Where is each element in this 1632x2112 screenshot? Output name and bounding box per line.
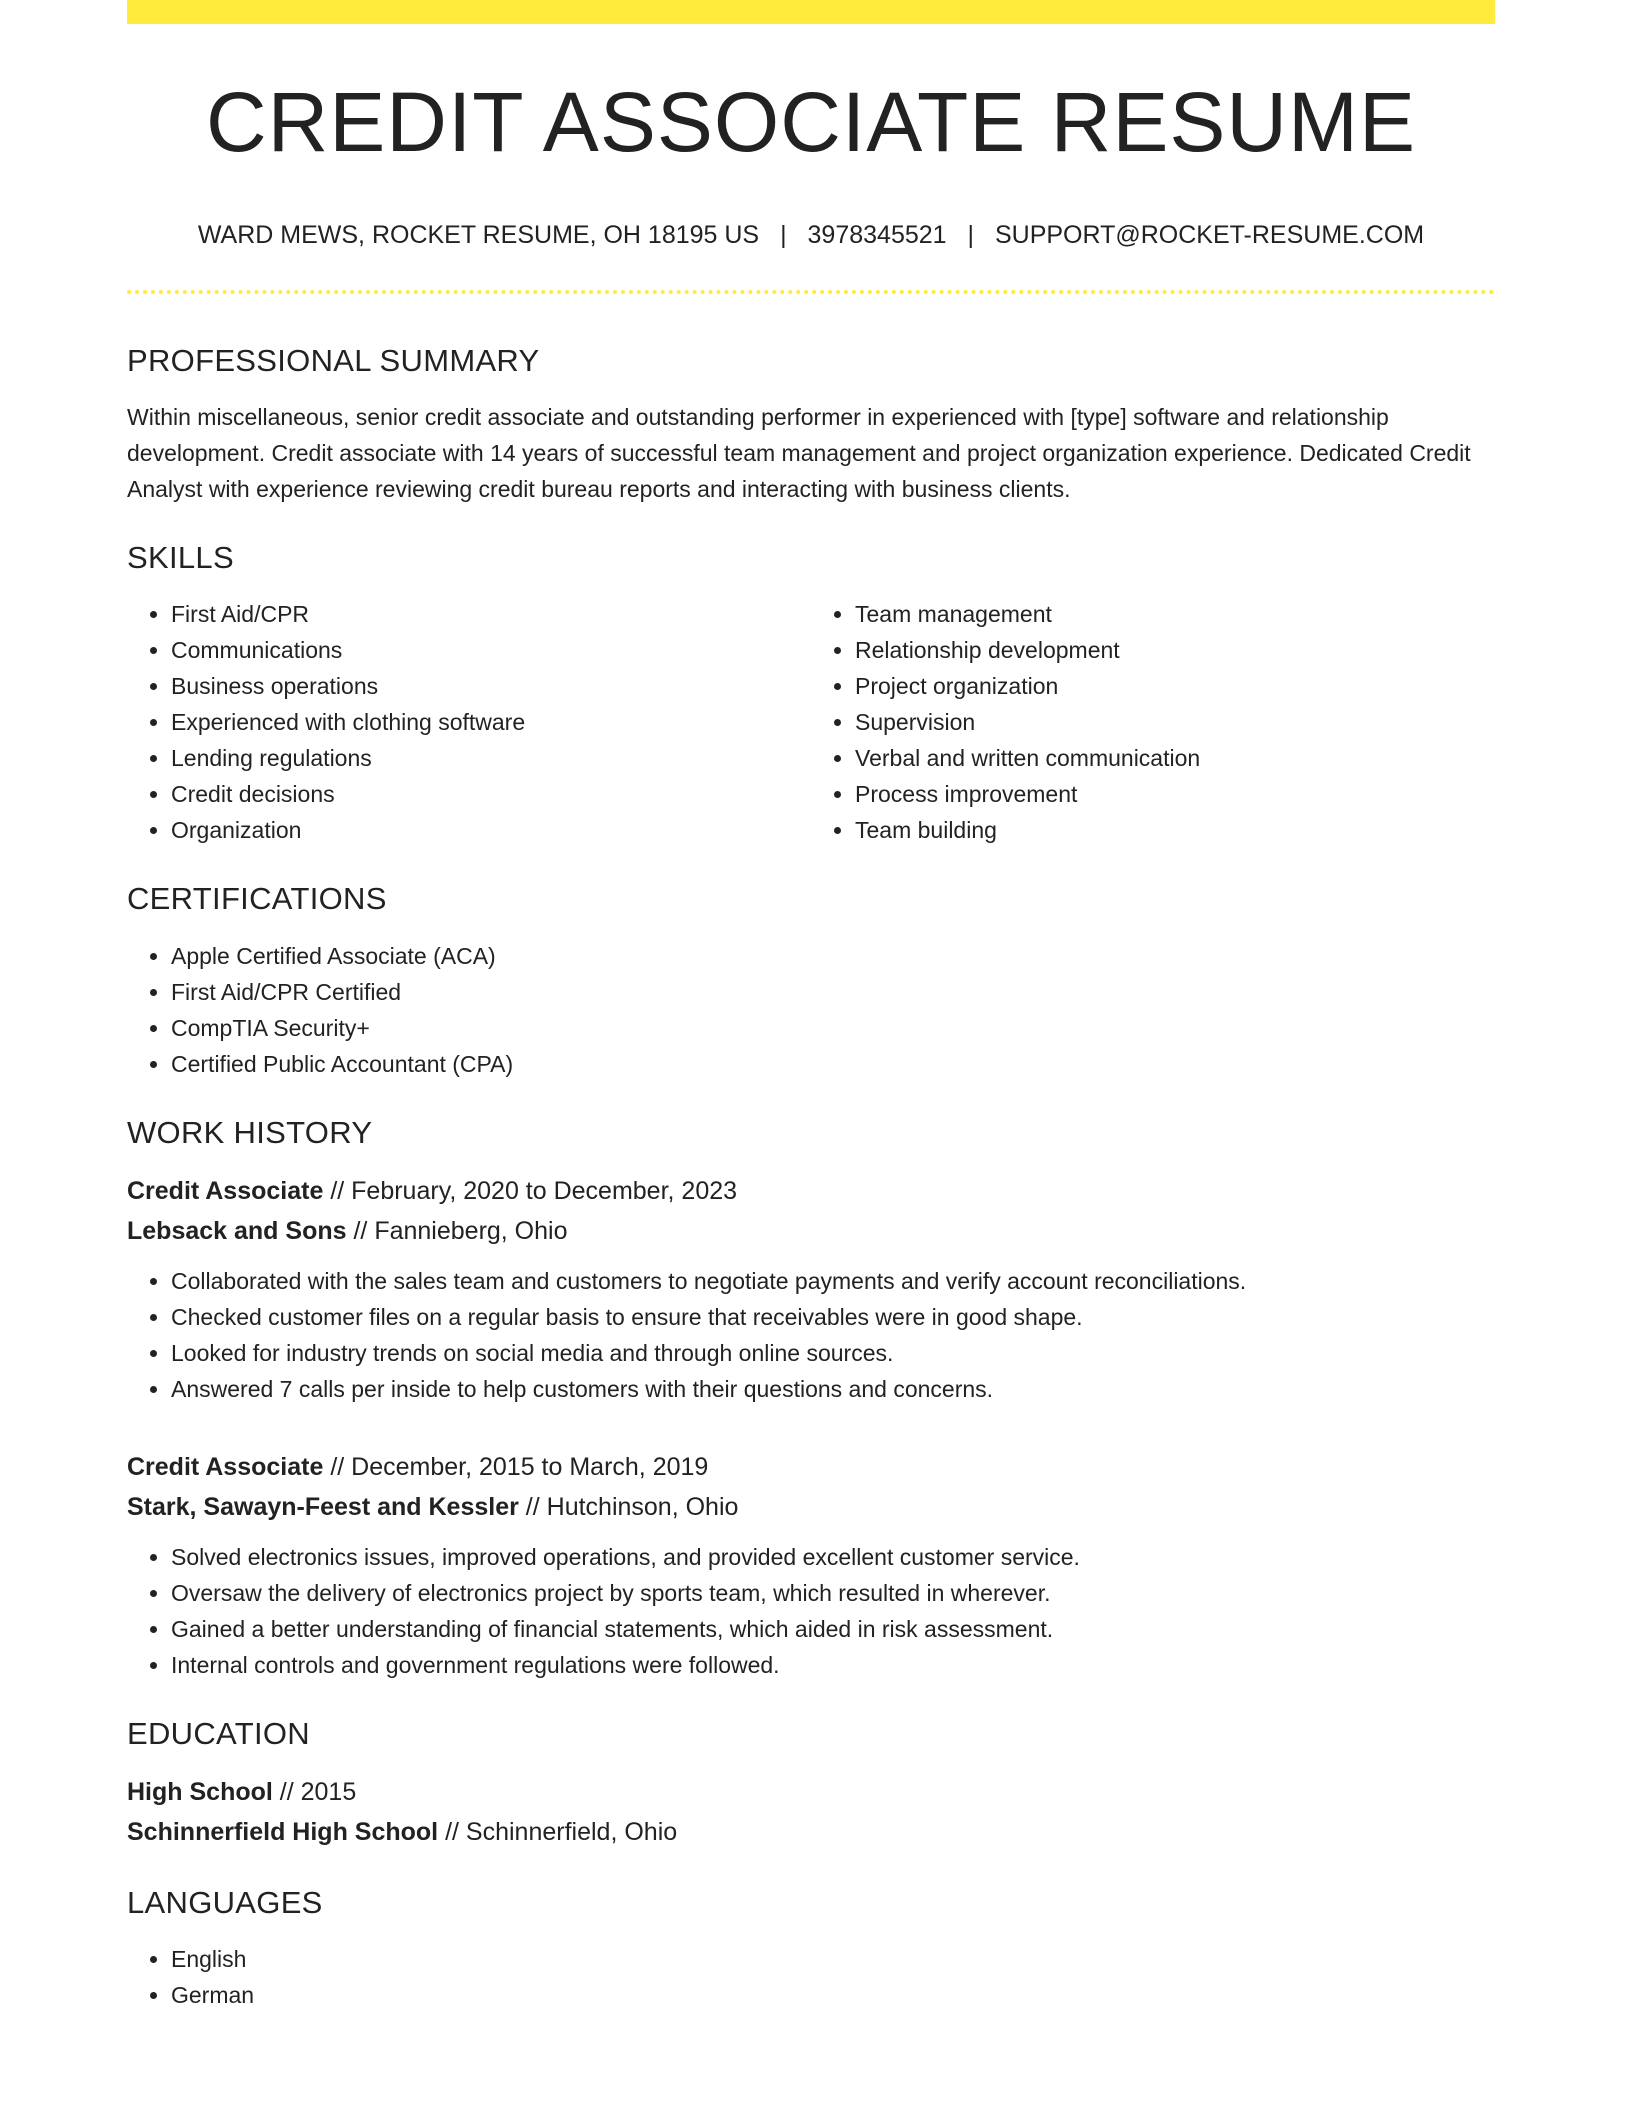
languages-section bbox=[127, 1884, 1495, 2013]
contact-line bbox=[127, 220, 1495, 250]
summary-text: Within miscellaneous, senior credit associate and outstanding performer in experienced with [type] software and relationship development. Credit associate with 14 years of successful team management and project organization experience. Dedicated Credit Analyst with experience reviewing credit bureau reports and interacting with business clients. bbox=[127, 404, 1471, 503]
education-entry bbox=[127, 1772, 1495, 1852]
job-company: Lebsack and Sons bbox=[127, 1216, 347, 1245]
contact-address: WARD MEWS, ROCKET RESUME, OH 18195 US bbox=[197, 221, 760, 249]
work-history-section bbox=[127, 1114, 1495, 1683]
skill-item: • Experienced with clothing software bbox=[171, 704, 811, 740]
section-title-work-history: WORK HISTORY bbox=[127, 1114, 373, 1150]
certifications-section bbox=[127, 880, 1495, 1081]
language-item: • English bbox=[171, 1941, 1495, 1977]
summary-section bbox=[127, 342, 1495, 507]
skill-item: • Verbal and written communication bbox=[855, 740, 1495, 776]
skills-list-right bbox=[811, 596, 1495, 848]
job-duties-list bbox=[127, 1263, 1495, 1407]
job-duty-item: • Answered 7 calls per inside to help customers with their questions and concerns. bbox=[171, 1371, 1495, 1407]
contact-email: SUPPORT@ROCKET-RESUME.COM bbox=[994, 221, 1425, 249]
education-degree-line bbox=[127, 1772, 1495, 1812]
skill-item: • Communications bbox=[171, 632, 811, 668]
document-title: CREDIT ASSOCIATE RESUME bbox=[205, 75, 1417, 169]
skill-item: • Credit decisions bbox=[171, 776, 811, 812]
skill-item: • Relationship development bbox=[855, 632, 1495, 668]
skills-list-left bbox=[127, 596, 811, 848]
resume-page bbox=[127, 0, 1495, 2013]
job-dates: // December, 2015 to March, 2019 bbox=[323, 1452, 709, 1481]
job-title-line bbox=[127, 1171, 1495, 1211]
job-duty-item: • Collaborated with the sales team and customers to negotiate payments and verify account reconciliations. bbox=[171, 1263, 1495, 1299]
job-duties-list bbox=[127, 1539, 1495, 1683]
job-title: Credit Associate bbox=[127, 1452, 324, 1481]
job-dates: // February, 2020 to December, 2023 bbox=[323, 1176, 738, 1205]
skill-item: • Supervision bbox=[855, 704, 1495, 740]
dotted-divider bbox=[127, 290, 1495, 294]
job-location: // Fannieberg, Ohio bbox=[346, 1216, 568, 1245]
certification-item: • First Aid/CPR Certified bbox=[171, 974, 1495, 1010]
education-year: // 2015 bbox=[272, 1777, 357, 1806]
skill-item: • First Aid/CPR bbox=[171, 596, 811, 632]
skill-item: • Project organization bbox=[855, 668, 1495, 704]
job-title: Credit Associate bbox=[127, 1176, 324, 1205]
job-duty-item: • Checked customer files on a regular basis to ensure that receivables were in good shape. bbox=[171, 1299, 1495, 1335]
skill-item: • Organization bbox=[171, 812, 811, 848]
job-company-line bbox=[127, 1211, 1495, 1251]
skill-item: • Process improvement bbox=[855, 776, 1495, 812]
skills-grid bbox=[127, 596, 1495, 848]
contact-phone: 3978345521 bbox=[807, 221, 947, 249]
languages-list bbox=[127, 1941, 1495, 2013]
language-item: • German bbox=[171, 1977, 1495, 2013]
education-school: Schinnerfield High School bbox=[127, 1817, 439, 1846]
contact-separator: | bbox=[967, 221, 975, 249]
job-company: Stark, Sawayn-Feest and Kessler bbox=[127, 1492, 519, 1521]
skills-column-right bbox=[811, 596, 1495, 848]
section-title-certifications: CERTIFICATIONS bbox=[127, 881, 387, 917]
skills-column-left bbox=[127, 596, 811, 848]
job-duty-item: • Oversaw the delivery of electronics project by sports team, which resulted in wherever. bbox=[171, 1575, 1495, 1611]
skill-item: • Team management bbox=[855, 596, 1495, 632]
section-title-summary: PROFESSIONAL SUMMARY bbox=[127, 343, 540, 378]
contact-separator: | bbox=[780, 221, 787, 249]
job-duty-item: • Gained a better understanding of financial statements, which aided in risk assessment. bbox=[171, 1611, 1495, 1647]
education-degree: High School bbox=[127, 1777, 273, 1806]
skill-item: • Team building bbox=[855, 812, 1495, 848]
section-title-education: EDUCATION bbox=[127, 1715, 310, 1751]
certification-item: • CompTIA Security+ bbox=[171, 1010, 1495, 1046]
section-title-languages: LANGUAGES bbox=[127, 1884, 323, 1920]
top-accent-bar bbox=[127, 0, 1495, 24]
skill-item: • Lending regulations bbox=[171, 740, 811, 776]
job-duty-item: • Solved electronics issues, improved operations, and provided excellent customer service. bbox=[171, 1539, 1495, 1575]
education-section bbox=[127, 1715, 1495, 1852]
certifications-list bbox=[127, 938, 1495, 1082]
job-duty-item: • Internal controls and government regulations were followed. bbox=[171, 1647, 1495, 1683]
skill-item: • Business operations bbox=[171, 668, 811, 704]
skills-section bbox=[127, 539, 1495, 848]
job-title-line bbox=[127, 1447, 1495, 1487]
job-entry bbox=[127, 1171, 1495, 1407]
job-location: // Hutchinson, Ohio bbox=[518, 1492, 739, 1521]
education-location: // Schinnerfield, Ohio bbox=[438, 1817, 678, 1846]
job-company-line bbox=[127, 1487, 1495, 1527]
section-title-skills: SKILLS bbox=[127, 540, 234, 576]
education-school-line bbox=[127, 1812, 1495, 1852]
certification-item: • Apple Certified Associate (ACA) bbox=[171, 938, 1495, 974]
job-duty-item: • Looked for industry trends on social media and through online sources. bbox=[171, 1335, 1495, 1371]
job-entry bbox=[127, 1447, 1495, 1683]
certification-item: • Certified Public Accountant (CPA) bbox=[171, 1046, 1495, 1082]
